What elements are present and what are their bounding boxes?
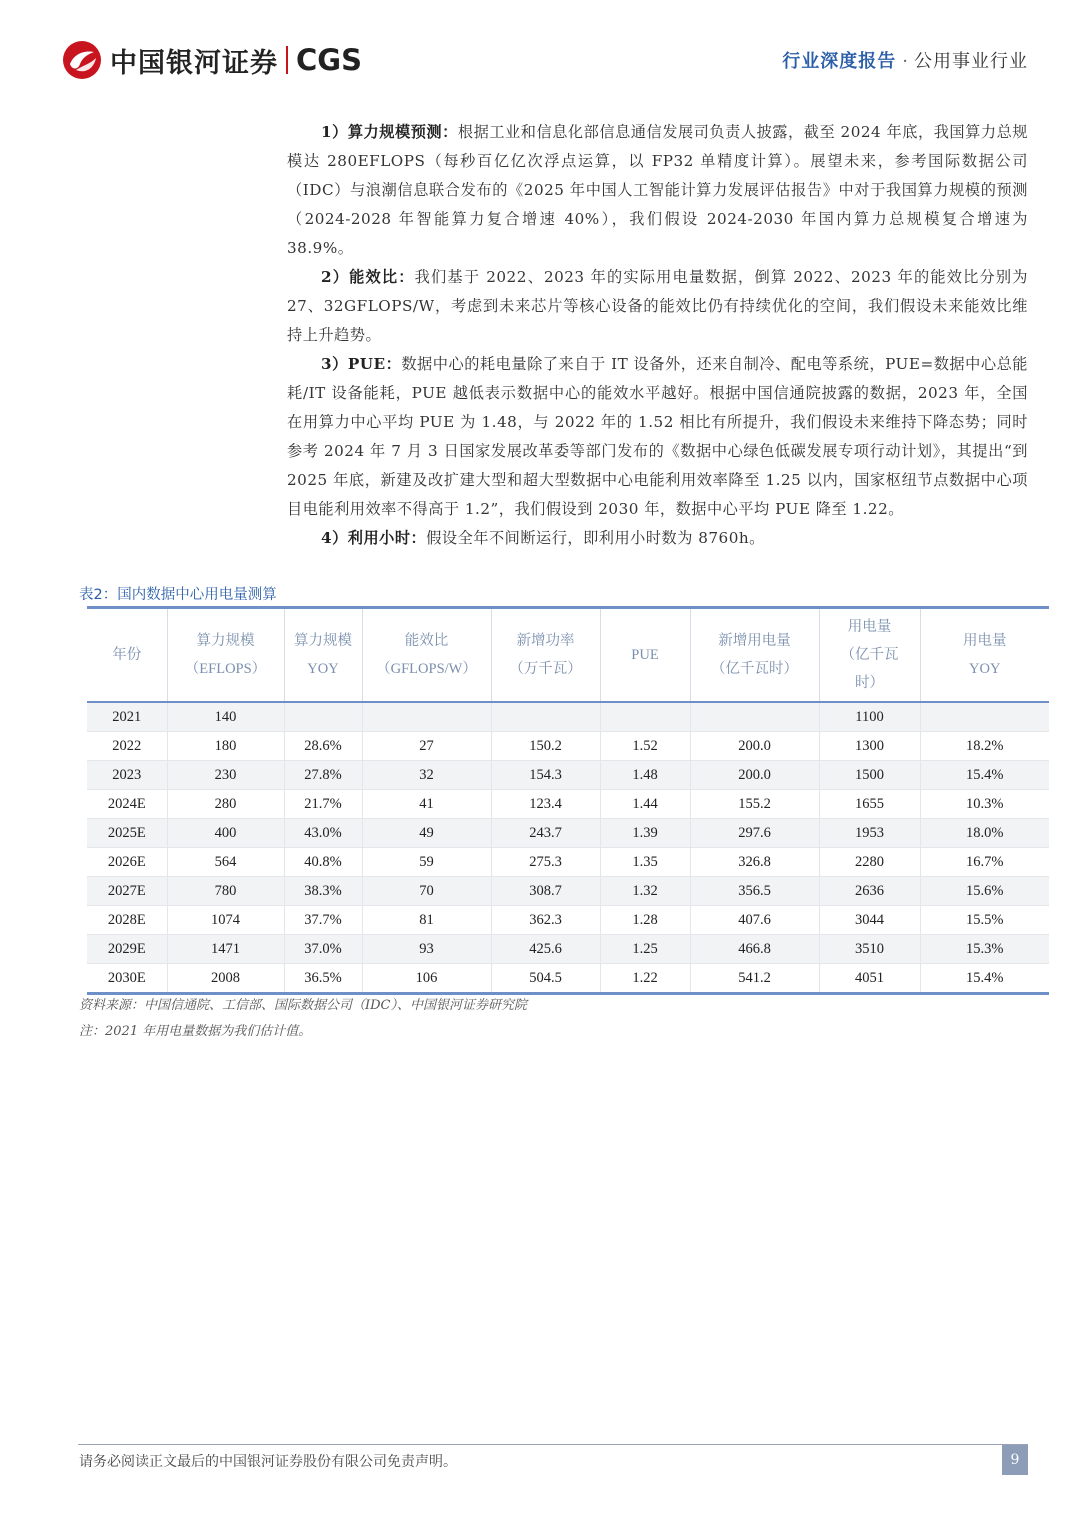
table-cell: 28.6%	[284, 732, 362, 761]
column-header: 新增功率 （万千瓦）	[491, 608, 600, 703]
table-cell: 1300	[819, 732, 920, 761]
table-cell: 15.3%	[920, 935, 1049, 964]
logo-english-name: CGS	[296, 43, 362, 77]
table-row	[87, 906, 1049, 935]
table-cell: 2021	[87, 702, 167, 732]
report-category	[782, 47, 1028, 73]
table-cell: 27	[362, 732, 491, 761]
table-row	[87, 761, 1049, 790]
table-cell: 1.52	[600, 732, 690, 761]
table-cell: 1.25	[600, 935, 690, 964]
table-cell: 81	[362, 906, 491, 935]
table-cell: 200.0	[690, 732, 819, 761]
table-cell: 1.32	[600, 877, 690, 906]
table-cell: 10.3%	[920, 790, 1049, 819]
table-cell: 4051	[819, 964, 920, 994]
table-cell: 1.44	[600, 790, 690, 819]
table-cell: 2030E	[87, 964, 167, 994]
table-cell: 308.7	[491, 877, 600, 906]
table-cell: 70	[362, 877, 491, 906]
table-cell: 564	[167, 848, 284, 877]
table-cell: 36.5%	[284, 964, 362, 994]
column-header: 新增用电量 （亿千瓦时）	[690, 608, 819, 703]
table-cell	[491, 702, 600, 732]
table-cell	[920, 702, 1049, 732]
table-cell: 1655	[819, 790, 920, 819]
report-type: 行业深度报告	[782, 51, 897, 72]
table-cell: 230	[167, 761, 284, 790]
table-cell: 180	[167, 732, 284, 761]
table-cell: 297.6	[690, 819, 819, 848]
table-cell: 16.7%	[920, 848, 1049, 877]
table-cell: 15.5%	[920, 906, 1049, 935]
table-cell: 59	[362, 848, 491, 877]
table-cell: 1100	[819, 702, 920, 732]
page-header	[0, 0, 1080, 100]
table-cell: 1074	[167, 906, 284, 935]
table-cell: 1.48	[600, 761, 690, 790]
table-cell: 2025E	[87, 819, 167, 848]
table-cell: 155.2	[690, 790, 819, 819]
table-cell	[362, 702, 491, 732]
column-header: 用电量 （亿千瓦 时）	[819, 608, 920, 703]
table-cell: 362.3	[491, 906, 600, 935]
table-cell	[600, 702, 690, 732]
page-number: 9	[1002, 1445, 1028, 1475]
table-row	[87, 877, 1049, 906]
table-cell: 106	[362, 964, 491, 994]
paragraph-text: 假设全年不间断运行，即利用小时数为 8760h。	[426, 529, 765, 547]
table-cell: 21.7%	[284, 790, 362, 819]
table-cell: 49	[362, 819, 491, 848]
paragraph-pue	[287, 350, 1028, 524]
table-cell: 32	[362, 761, 491, 790]
table-cell: 400	[167, 819, 284, 848]
table-cell: 38.3%	[284, 877, 362, 906]
table-cell: 150.2	[491, 732, 600, 761]
table-row	[87, 848, 1049, 877]
table-cell: 2026E	[87, 848, 167, 877]
table-source: 资料来源：中国信通院、工信部、国际数据公司（IDC）、中国银河证券研究院	[79, 998, 528, 1013]
column-header: 年份	[87, 608, 167, 703]
table-cell: 275.3	[491, 848, 600, 877]
table-cell: 1500	[819, 761, 920, 790]
table-row	[87, 732, 1049, 761]
table-cell: 15.4%	[920, 761, 1049, 790]
table-cell: 3510	[819, 935, 920, 964]
table-cell: 1.22	[600, 964, 690, 994]
table-cell: 425.6	[491, 935, 600, 964]
table-cell: 2022	[87, 732, 167, 761]
paragraph-compute-scale	[287, 118, 1028, 263]
table-cell: 780	[167, 877, 284, 906]
column-header: 算力规模 YOY	[284, 608, 362, 703]
table-cell: 1.35	[600, 848, 690, 877]
paragraph-text: 我们基于 2022、2023 年的实际用电量数据，倒算 2022、2023 年的能效比分别为 27、32GFLOPS/W，考虑到未来芯片等核心设备的能效比仍有持续优化的空间，我们假设未来能效比维持上升趋势。	[287, 268, 1028, 344]
table-cell: 2029E	[87, 935, 167, 964]
table-cell: 2636	[819, 877, 920, 906]
table-cell: 1953	[819, 819, 920, 848]
paragraph-label: 3）PUE：	[321, 355, 402, 373]
logo-divider	[286, 46, 288, 74]
table-cell: 93	[362, 935, 491, 964]
table-cell: 541.2	[690, 964, 819, 994]
table-cell: 2028E	[87, 906, 167, 935]
table-cell: 3044	[819, 906, 920, 935]
table-cell: 243.7	[491, 819, 600, 848]
table-cell: 2024E	[87, 790, 167, 819]
table-cell: 2023	[87, 761, 167, 790]
column-header: 能效比 （GFLOPS/W）	[362, 608, 491, 703]
header-separator: ·	[902, 51, 908, 72]
table-title: 表2：国内数据中心用电量测算	[79, 587, 277, 603]
table-cell: 40.8%	[284, 848, 362, 877]
table-cell: 140	[167, 702, 284, 732]
table-cell: 18.2%	[920, 732, 1049, 761]
table-cell: 37.7%	[284, 906, 362, 935]
table-row	[87, 702, 1049, 732]
assumptions-text	[287, 118, 1028, 553]
table-cell: 466.8	[690, 935, 819, 964]
table-cell: 356.5	[690, 877, 819, 906]
table-cell: 15.4%	[920, 964, 1049, 994]
table-cell	[690, 702, 819, 732]
paragraph-utilization-hours	[287, 524, 1028, 553]
footer-disclaimer: 请务必阅读正文最后的中国银河证券股份有限公司免责声明。	[79, 1454, 457, 1470]
table-cell: 280	[167, 790, 284, 819]
footer-divider	[78, 1444, 1028, 1445]
logo-chinese-name: 中国银河证券	[110, 47, 278, 79]
table-cell: 41	[362, 790, 491, 819]
paragraph-label: 4）利用小时：	[321, 529, 427, 547]
table-cell: 154.3	[491, 761, 600, 790]
industry-name: 公用事业行业	[914, 51, 1028, 72]
table-cell: 18.0%	[920, 819, 1049, 848]
table-cell: 37.0%	[284, 935, 362, 964]
company-logo	[62, 40, 362, 80]
table-note: 注：2021 年用电量数据为我们估计值。	[79, 1024, 312, 1039]
column-header: PUE	[600, 608, 690, 703]
table-cell: 1.28	[600, 906, 690, 935]
table-cell	[284, 702, 362, 732]
table-row	[87, 935, 1049, 964]
table-cell: 1471	[167, 935, 284, 964]
table-row	[87, 790, 1049, 819]
table-cell: 1.39	[600, 819, 690, 848]
cgs-logo-icon	[62, 40, 102, 80]
table-cell: 123.4	[491, 790, 600, 819]
table-header-row	[87, 608, 1049, 703]
paragraph-text: 根据工业和信息化部信息通信发展司负责人披露，截至 2024 年底，我国算力总规模达 280EFLOPS（每秒百亿亿次浮点运算，以 FP32 单精度计算）。展望未来，参考国际数据公司（IDC）与浪潮信息联合发布的《2025 年中国人工智能计算力发展评估报告》中对于我国算力规模的预测（2024-2028 年智能算力复合增速 40%），我们假设 2024-2030 年国内算力总规模复合增速为 38.9%。	[287, 123, 1028, 257]
table-cell: 27.8%	[284, 761, 362, 790]
paragraph-label: 1）算力规模预测：	[321, 123, 458, 141]
table-cell: 407.6	[690, 906, 819, 935]
table-cell: 2280	[819, 848, 920, 877]
table-cell: 2027E	[87, 877, 167, 906]
table-cell: 326.8	[690, 848, 819, 877]
table-cell: 15.6%	[920, 877, 1049, 906]
table-row	[87, 819, 1049, 848]
paragraph-label: 2）能效比：	[321, 268, 415, 286]
column-header: 算力规模 （EFLOPS）	[167, 608, 284, 703]
column-header: 用电量 YOY	[920, 608, 1049, 703]
table-cell: 2008	[167, 964, 284, 994]
table-cell: 504.5	[491, 964, 600, 994]
power-consumption-table	[87, 606, 1049, 995]
table-cell: 200.0	[690, 761, 819, 790]
paragraph-efficiency	[287, 263, 1028, 350]
paragraph-text: 数据中心的耗电量除了来自于 IT 设备外，还来自制冷、配电等系统，PUE=数据中心总能耗/IT 设备能耗，PUE 越低表示数据中心的能效水平越好。根据中国信通院披露的数据，2023 年，全国在用算力中心平均 PUE 为 1.48，与 2022 年的 1.52 相比有所提升，我们假设未来维持下降态势；同时参考 2024 年 7 月 3 日国家发展改革委等部门发布的《数据中心绿色低碳发展专项行动计划》，其提出“到 2025 年底，新建及改扩建大型和超大型数据中心电能利用效率降至 1.25 以内，国家枢纽节点数据中心项目电能利用效率不得高于 1.2”，我们假设到 2030 年，数据中心平均 PUE 降至 1.22。	[287, 355, 1028, 518]
table-cell: 43.0%	[284, 819, 362, 848]
table-row	[87, 964, 1049, 994]
